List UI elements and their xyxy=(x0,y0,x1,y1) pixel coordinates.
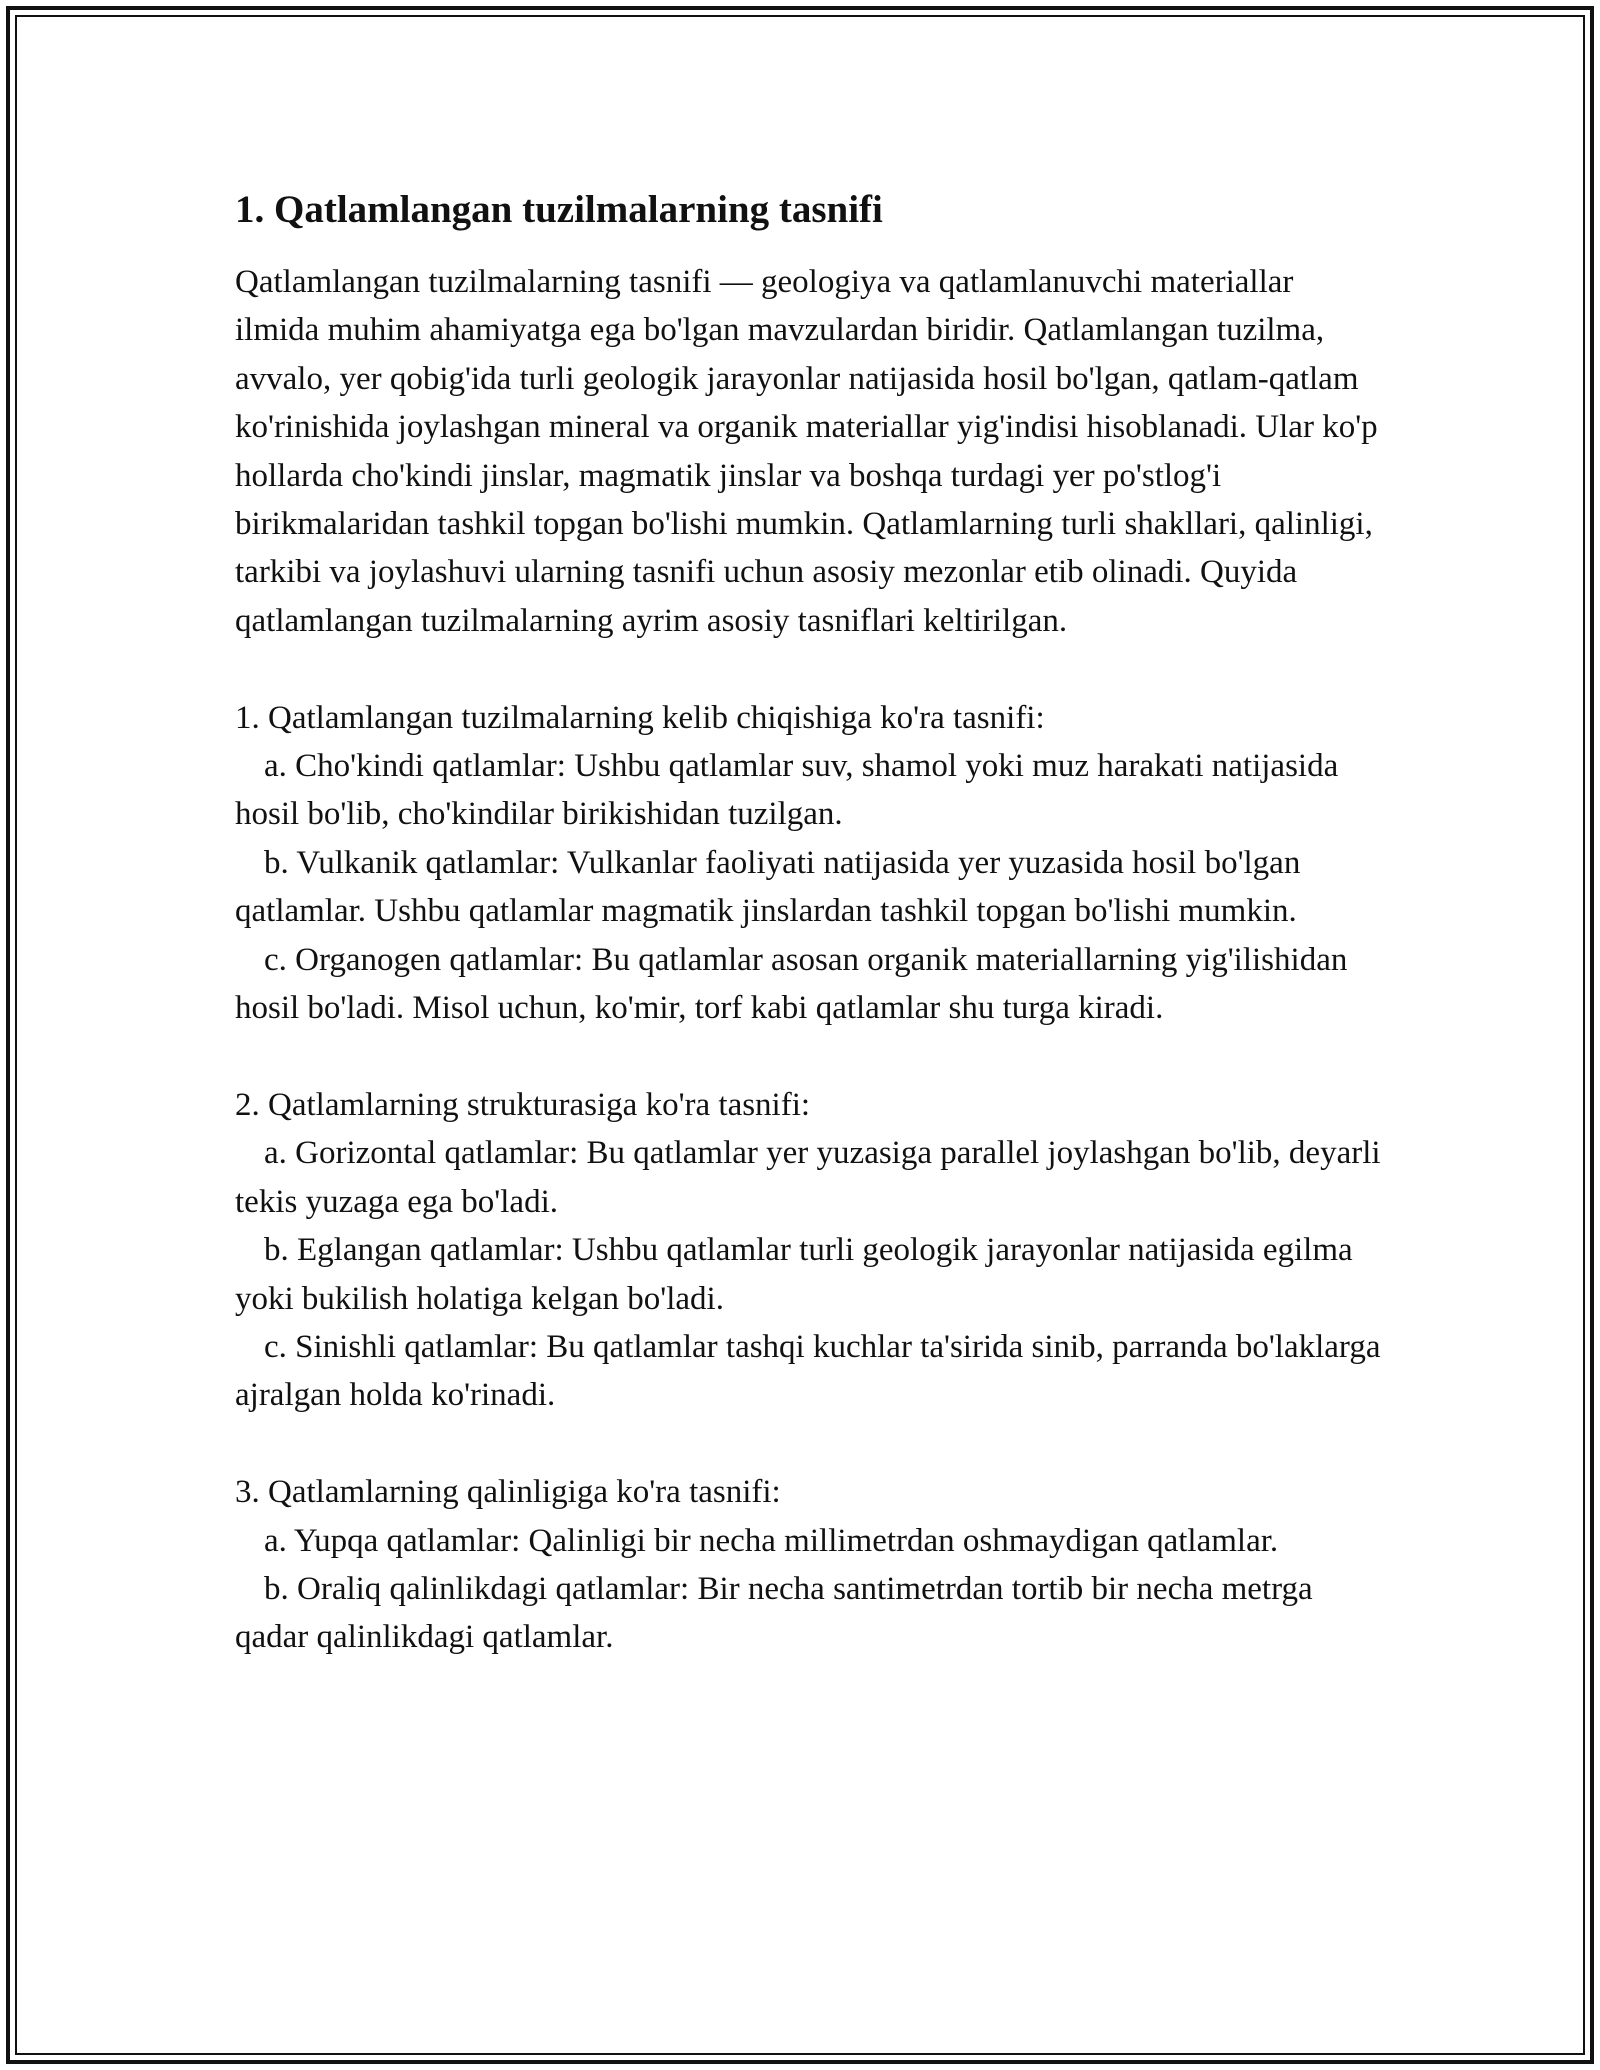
list-item xyxy=(235,1129,1385,1226)
section-heading: 1. Qatlamlangan tuzilmalarning kelib chiqishiga ko'ra tasnifi: xyxy=(235,699,1045,736)
document-body xyxy=(235,186,1385,1662)
list-item-text: a. Cho'kindi qatlamlar: Ushbu qatlamlar suv, shamol yoki muz harakati natijasida hosil bo'lib, cho'kindilar birikishidan tuzilgan. xyxy=(235,748,1339,833)
list-item xyxy=(235,1226,1385,1323)
list-item xyxy=(235,839,1385,936)
list-item xyxy=(235,1565,1385,1662)
list-item-text: a. Yupqa qatlamlar: Qalinligi bir necha millimetrdan oshmaydigan qatlamlar. xyxy=(264,1522,1279,1559)
section-heading: 3. Qatlamlarning qalinligiga ko'ra tasnifi: xyxy=(235,1474,781,1511)
list-item xyxy=(235,1323,1385,1420)
list-item-text: c. Organogen qatlamlar: Bu qatlamlar asosan organik materiallarning yig'ilishidan hosil bo'ladi. Misol uchun, ko'mir, torf kabi qatlamlar shu turga kiradi. xyxy=(235,941,1348,1027)
list-item-text: c. Sinishli qatlamlar: Bu qatlamlar tashqi kuchlar ta'sirida sinib, parranda bo'laklarga ajralgan holda ko'rinadi. xyxy=(235,1328,1381,1414)
section-structure xyxy=(235,1081,1385,1420)
document-title: 1. Qatlamlangan tuzilmalarning tasnifi xyxy=(235,188,883,231)
list-item-text: a. Gorizontal qatlamlar: Bu qatlamlar yer yuzasiga parallel joylashgan bo'lib, deyarli tekis yuzaga ega bo'ladi. xyxy=(235,1135,1381,1220)
list-item-text: b. Oraliq qalinlikdagi qatlamlar: Bir necha santimetrdan tortib bir necha metrga qadar qalinlikdagi qatlamlar. xyxy=(235,1570,1313,1656)
section-heading: 2. Qatlamlarning strukturasiga ko'ra tasnifi: xyxy=(235,1086,811,1123)
list-item-text: b. Eglangan qatlamlar: Ushbu qatlamlar turli geologik jarayonlar natijasida egilma yoki bukilish holatiga kelgan bo'ladi. xyxy=(235,1232,1353,1317)
section-thickness xyxy=(235,1468,1385,1662)
intro-paragraph: Qatlamlangan tuzilmalarning tasnifi — geologiya va qatlamlanuvchi materiallar ilmida muhim ahamiyatga ega bo'lgan mavzulardan biridir. Qatlamlangan tuzilma, avvalo, yer qobig'ida turli geologik jarayonlar natijasida hosil bo'lgan, qatlam-qatlam ko'rinishida joylashgan mineral va organik materiallar yig'indisi hisoblanadi. Ular ko'p hollarda cho'kindi jinslar, magmatik jinslar va boshqa turdagi yer po'stlog'i birikmalaridan tashkil topgan bo'lishi mumkin. Qatlamlarning turli shakllari, qalinligi, tarkibi va joylashuvi ularning tasnifi uchun asosiy mezonlar etib olinadi. Quyida qatlamlangan tuzilmalarning ayrim asosiy tasniflari keltirilgan. xyxy=(235,264,1378,639)
list-item xyxy=(235,742,1385,839)
section-origin xyxy=(235,694,1385,1033)
list-item-text: b. Vulkanik qatlamlar: Vulkanlar faoliyati natijasida yer yuzasida hosil bo'lgan qatlamlar. Ushbu qatlamlar magmatik jinslardan tashkil topgan bo'lishi mumkin. xyxy=(235,844,1301,930)
list-item xyxy=(235,1517,1385,1565)
list-item xyxy=(235,936,1385,1033)
